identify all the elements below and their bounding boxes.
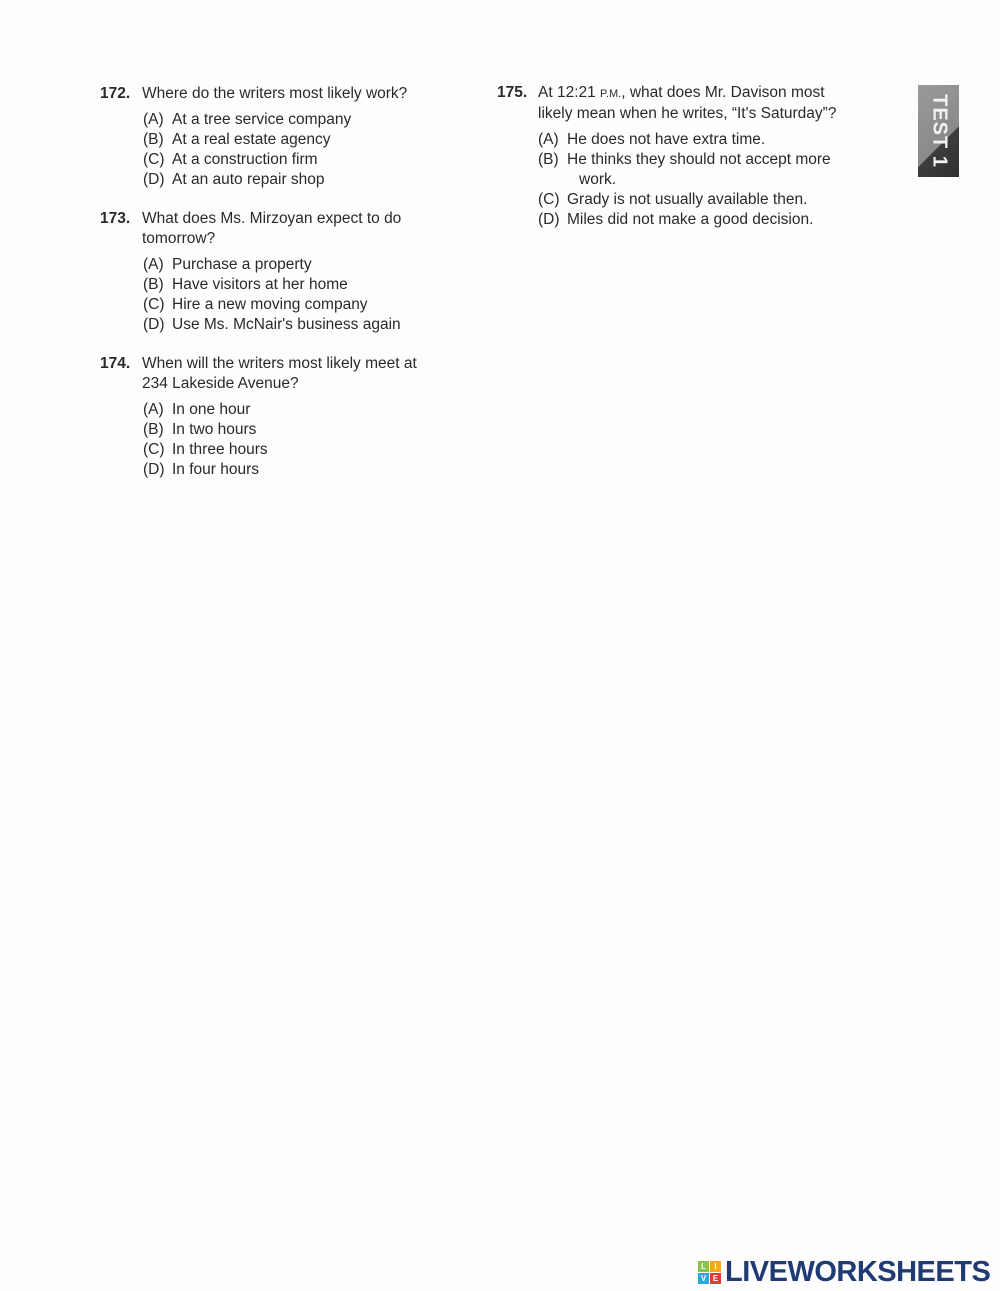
option: (D) Use Ms. McNair's business again	[143, 316, 401, 333]
question-text: What does Ms. Mirzoyan expect to do	[142, 210, 402, 227]
option: (D) At an auto repair shop	[143, 171, 325, 188]
option: (C) Grady is not usually available then.	[538, 191, 808, 208]
option: (B) He thinks they should not accept more	[538, 151, 831, 168]
option: (A) In one hour	[143, 401, 251, 418]
liveworksheets-logo	[698, 1256, 990, 1289]
option: (B) In two hours	[143, 421, 257, 438]
option: (D) Miles did not make a good decision.	[538, 211, 814, 228]
option: (C) Hire a new moving company	[143, 296, 368, 313]
question-text: likely mean when he writes, “It's Saturday”?	[538, 105, 837, 122]
question-text: Where do the writers most likely work?	[142, 85, 408, 102]
question-175	[497, 83, 837, 230]
question-text: tomorrow?	[142, 230, 216, 247]
question-text: When will the writers most likely meet at	[142, 355, 417, 372]
test-side-tab	[918, 85, 959, 177]
question-text: , what does Mr. Davison most	[621, 84, 825, 101]
logo-squares-icon: L I V E	[698, 1261, 721, 1284]
option-continuation: work.	[579, 171, 617, 188]
logo-text: LIVEWORKSHEETS	[725, 1256, 991, 1288]
question-number: 174.	[100, 355, 131, 372]
option: (D) In four hours	[143, 461, 260, 478]
question-172	[100, 84, 408, 190]
question-text: 234 Lakeside Avenue?	[142, 375, 299, 392]
option: (A) Purchase a property	[143, 256, 312, 273]
question-number: 173.	[100, 210, 131, 227]
question-number: 175.	[497, 84, 528, 101]
time-suffix: P.M.	[600, 88, 622, 100]
option: (C) In three hours	[143, 441, 268, 458]
option: (A) He does not have extra time.	[538, 131, 766, 148]
option: (B) At a real estate agency	[143, 131, 331, 148]
question-number: 172.	[100, 85, 131, 102]
option: (A) At a tree service company	[143, 111, 352, 128]
option: (B) Have visitors at her home	[143, 276, 348, 293]
question-173	[100, 209, 402, 335]
side-tab-label: TEST 1	[928, 94, 950, 168]
option: (C) At a construction firm	[143, 151, 318, 168]
question-text: At 12:21	[538, 84, 601, 101]
question-174	[100, 354, 417, 480]
